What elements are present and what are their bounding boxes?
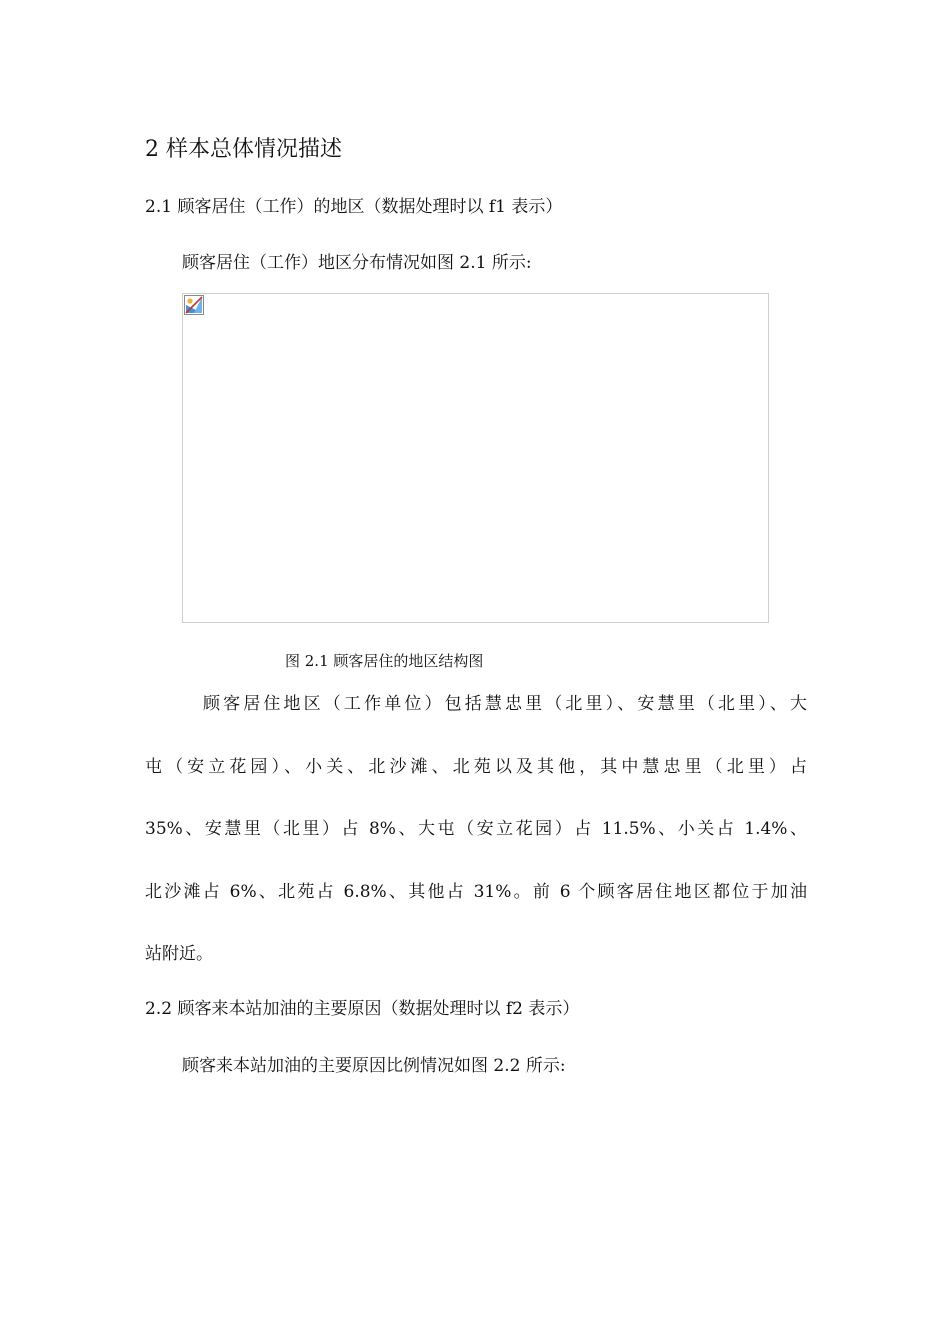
body-line: 顾客居住地区（工作单位）包括慧忠里（北里）、安慧里（北里）、大 [203,694,807,714]
figure-2-1-caption: 图 2.1 顾客居住的地区结构图 [285,652,484,670]
subsection-title-2-2: 2.2 顾客来本站加油的主要原因（数据处理时以 f2 表示） [145,999,580,1019]
broken-image-icon [184,295,204,315]
subsection-title-2-1: 2.1 顾客居住（工作）的地区（数据处理时以 f1 表示） [145,197,563,217]
body-paragraph-2-1 [145,684,807,997]
body-line: 35%、安慧里（北里）占 8%、大屯（安立花园）占 11.5%、小关占 1.4%、 [145,819,807,839]
figure-intro-2-2: 顾客来本站加油的主要原因比例情况如图 2.2 所示: [182,1056,566,1076]
figure-2-1-placeholder [182,293,769,623]
section-title: 2 样本总体情况描述 [145,137,342,162]
body-line: 北沙滩占 6%、北苑占 6.8%、其他占 31%。前 6 个顾客居住地区都位于加油 [145,881,807,902]
figure-intro-2-1: 顾客居住（工作）地区分布情况如图 2.1 所示: [182,253,532,273]
body-line: 站附近。 [145,944,213,964]
body-line: 屯（安立花园）、小关、北沙滩、北苑以及其他，其中慧忠里（北里）占 [145,756,807,777]
